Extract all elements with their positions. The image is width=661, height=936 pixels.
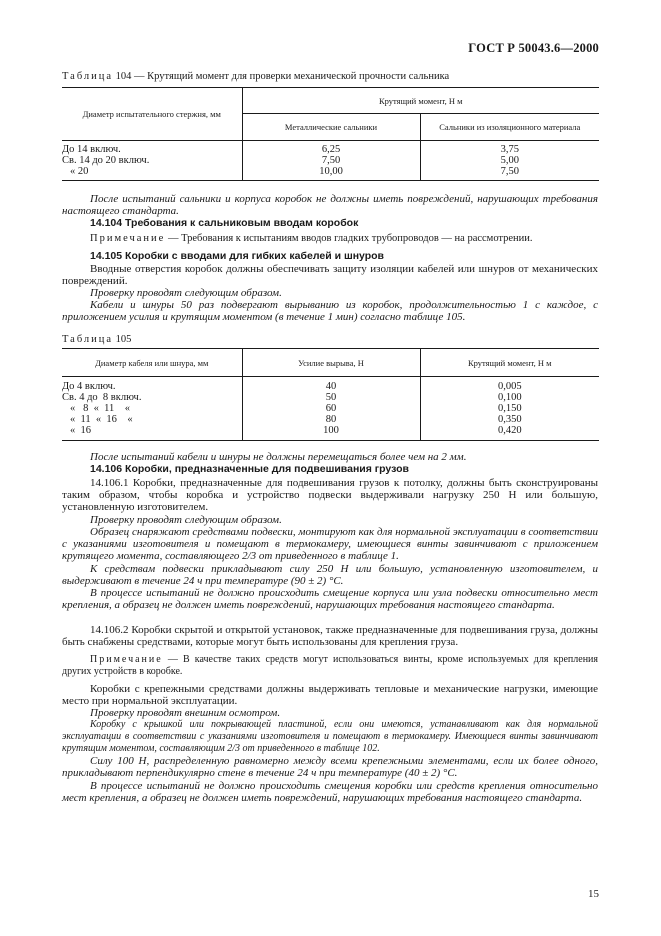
table-105-caption-label: Таблица — [62, 334, 114, 345]
note-2-label: Примечание — [90, 654, 163, 665]
table-104-col-insulating — [420, 141, 599, 181]
table-104-header-diameter: Диаметр испытательного стержня, мм — [82, 109, 221, 119]
table-row-cell: 10,00 — [319, 166, 343, 177]
table-row-cell: До 4 включ. — [62, 381, 116, 392]
table-row-cell: 6,25 — [321, 144, 341, 155]
paragraph: После испытаний кабели и шнуры не должны перемещаться более чем на 2 мм. — [90, 451, 467, 463]
page-number: 15 — [588, 888, 599, 900]
paragraph: Коробку с крышкой или покрывающей пластиной, если они имеются, устанавливают как для нормальной эксплуатации в соответствии с указаниями изготовителя и помещают в термокамеру. Имеющиеся винты завинчивают крутящим моментом, составляющим 2/3 от приведенного в таблице 102. — [62, 719, 598, 754]
note-2 — [62, 654, 598, 678]
table-105-col-diameter — [62, 377, 242, 441]
paragraph: Силу 100 Н, распределенную равномерно между всеми крепежными элементами, если их более одного, прикладывают перпендикулярно стене в течение 24 ч при температуре (40 ± 2) °С. — [62, 755, 598, 780]
table-105-col-torque — [420, 377, 599, 441]
table-row-cell: 0,350 — [497, 414, 522, 425]
paragraph: Образец снаряжают средствами подвески, монтируют как для нормальной эксплуатации в соответствии с указаниями изготовителя и помещают в термокамеру, имеющиеся винты завинчивают с приложением крутящего момента, составляющего 2/3 от приведенного в таблице 1. — [62, 526, 598, 563]
table-row-cell: « 16 — [70, 425, 91, 436]
table-105-caption — [62, 334, 131, 345]
note-1 — [90, 233, 600, 245]
table-104-caption-text: 104 — Крутящий момент для проверки механической прочности сальника — [115, 71, 450, 82]
paragraph: К средствам подвески прикладывают силу 250 Н или большую, установленную изготовителем, и выдерживают в течение 24 ч при температуре (90 ± 2) °С. — [62, 563, 598, 588]
table-row-cell: 100 — [323, 425, 339, 436]
paragraph: В процессе испытаний не должно происходить смещения коробки или средств крепления относительно мест крепления, а образец не должен иметь повреждений, нарушающих требования настоящего стандарта. — [62, 780, 598, 805]
table-row-cell: 0,005 — [497, 381, 522, 392]
table-row-cell: Св. 14 до 20 включ. — [62, 155, 150, 166]
paragraph: 14.106.2 Коробки скрытой и открытой установок, также предназначенные для подвешивания груза, должны быть снабжены средствами, которые могут быть использованы для крепления груза. — [62, 624, 598, 649]
table-row-cell: 0,100 — [497, 392, 522, 403]
table-104-header-metal: Металлические сальники — [242, 114, 420, 141]
table-104-header-insulating: Сальники из изоляционного материала — [420, 114, 599, 141]
paragraph: 14.106.1 Коробки, предназначенные для подвешивания грузов к потолку, должны быть сконструированы таким образом, чтобы коробка и устройство подвески выдерживали нагрузку 250 Н или большую, установленную изготовителем. — [62, 477, 598, 514]
table-104-col-metal — [242, 141, 420, 181]
table-105-header-torque: Крутящий момент, Н м — [420, 349, 599, 377]
table-row-cell: « 11 « 16 « — [70, 414, 133, 425]
table-row-cell: 80 — [325, 414, 337, 425]
table-104 — [62, 87, 599, 181]
table-105-header-diameter: Диаметр кабеля или шнура, мм — [95, 357, 209, 368]
paragraph: Проверку проводят следующим образом. — [90, 287, 282, 299]
paragraph: Коробки с крепежными средствами должны выдерживать тепловые и механические нагрузки, имеющие место при нормальной эксплуатации. — [62, 683, 598, 708]
paragraph: В процессе испытаний не должно происходить смещение корпуса или узла подвески относительно мест крепления, а образец не должен иметь повреждений, нарушающих требования настоящего стандарта. — [62, 587, 598, 612]
table-row-cell: 7,50 — [500, 166, 519, 177]
table-row-cell: До 14 включ. — [62, 144, 121, 155]
table-row-cell: « 8 « 11 « — [70, 403, 130, 414]
table-row-cell: 40 — [325, 381, 337, 392]
table-105-header-force: Усилие вырыва, Н — [242, 349, 420, 377]
table-104-caption-label: Таблица — [62, 71, 114, 82]
paragraph: Кабели и шнуры 50 раз подвергают вырыванию из коробок, продолжительностью 1 с каждое, с приложением усилия и крутящим моментом (в течение 1 мин) согласно таблице 105. — [62, 299, 598, 324]
section-heading-14-105: 14.105 Коробки с вводами для гибких кабелей и шнуров — [90, 250, 385, 262]
section-heading-14-106: 14.106 Коробки, предназначенные для подвешивания грузов — [90, 463, 409, 475]
table-105 — [62, 348, 599, 441]
table-105-col-force — [242, 377, 420, 441]
section-heading-14-104: 14.104 Требования к сальниковым вводам коробок — [90, 217, 359, 229]
table-104-header-torque: Крутящий момент, Н м — [242, 88, 599, 114]
table-row-cell: 5,00 — [500, 155, 519, 166]
table-row-cell: Св. 4 до 8 включ. — [62, 392, 142, 403]
table-row-cell: 0,420 — [497, 425, 522, 436]
note-1-text: — Требования к испытаниям вводов гладких трубопроводов — на рассмотрении. — [167, 233, 533, 244]
table-row-cell: « 20 — [70, 166, 89, 177]
table-row-cell: 60 — [325, 403, 337, 414]
paragraph: Вводные отверстия коробок должны обеспечивать защиту изоляции кабелей или шнуров от механических повреждений. — [62, 263, 598, 288]
note-1-label: Примечание — [90, 233, 166, 244]
table-row-cell: 3,75 — [500, 144, 519, 155]
table-104-col-diameter — [62, 141, 242, 181]
document-id: ГОСТ Р 50043.6—2000 — [468, 41, 599, 55]
table-104-caption — [62, 71, 449, 82]
table-row-cell: 7,50 — [321, 155, 341, 166]
paragraph: Проверку проводят следующим образом. — [90, 514, 282, 526]
paragraph: Проверку проводят внешним осмотром. — [90, 707, 281, 719]
table-row-cell: 50 — [325, 392, 337, 403]
table-105-caption-text: 105 — [115, 334, 132, 345]
paragraph: После испытаний сальники и корпуса коробок не должны иметь повреждений, нарушающих требования настоящего стандарта. — [62, 193, 598, 218]
table-row-cell: 0,150 — [497, 403, 522, 414]
note-2-text: — В качестве таких средств могут использоваться винты, кроме используемых для крепления других устройств в коробке. — [62, 654, 599, 677]
